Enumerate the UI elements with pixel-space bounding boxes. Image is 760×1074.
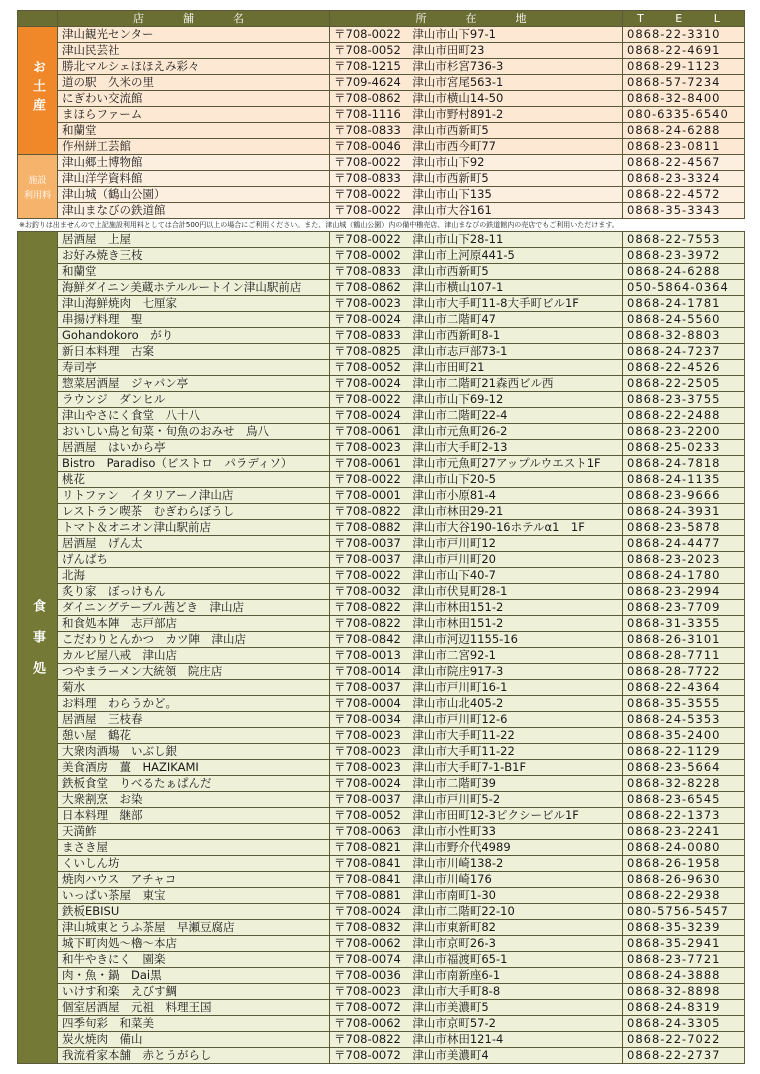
shop-name: お料理 わらうかど。 — [58, 696, 330, 712]
restaurant-table — [17, 231, 745, 1064]
table-row — [18, 776, 745, 792]
shop-address: 〒708-0002 津山市上河原441-5 — [330, 248, 623, 264]
shop-tel: 0868-25-0233 — [623, 440, 745, 456]
shop-tel: 0868-22-4526 — [623, 360, 745, 376]
shop-address: 〒708-0074 津山市福渡町65-1 — [330, 952, 623, 968]
table-row — [18, 232, 745, 248]
shop-address: 〒708-0037 津山市戸川町16-1 — [330, 680, 623, 696]
shop-tel: 0868-22-4364 — [623, 680, 745, 696]
shop-name: トマト＆オニオン津山駅前店 — [58, 520, 330, 536]
shop-address: 〒708-0052 津山市田町23 — [330, 43, 623, 59]
shop-name: 我流肴家本舗 赤とうがらし — [58, 1048, 330, 1064]
shop-name: 城下町肉処～櫓～本店 — [58, 936, 330, 952]
shop-name: Bistro Paradiso（ビストロ パラディソ） — [58, 456, 330, 472]
shop-address: 〒708-0022 津山市山下20-5 — [330, 472, 623, 488]
shop-tel: 0868-35-2941 — [623, 936, 745, 952]
table-row — [18, 824, 745, 840]
shop-name: 津山観光センター — [58, 27, 330, 43]
shop-tel: 0868-32-8400 — [623, 91, 745, 107]
shop-name: 炭火焼肉 備山 — [58, 1032, 330, 1048]
shop-name: いけす和楽 えびす鯛 — [58, 984, 330, 1000]
table-row — [18, 280, 745, 296]
table-row — [18, 408, 745, 424]
table-row — [18, 936, 745, 952]
table-row — [18, 107, 745, 123]
shop-tel: 0868-26-1958 — [623, 856, 745, 872]
shop-name: 和食処本陣 志戸部店 — [58, 616, 330, 632]
shop-address: 〒708-0062 津山市京町26-3 — [330, 936, 623, 952]
shop-address: 〒708-0046 津山市西今町77 — [330, 139, 623, 155]
shop-name: 作州絣工芸館 — [58, 139, 330, 155]
shop-tel: 0868-22-3310 — [623, 27, 745, 43]
shop-name: 道の駅 久米の里 — [58, 75, 330, 91]
shop-name: 津山郷土博物館 — [58, 155, 330, 171]
facility-section — [18, 155, 745, 219]
shop-tel: 0868-24-1780 — [623, 568, 745, 584]
shop-name: 天満鮓 — [58, 824, 330, 840]
shop-name: 新日本料理 古案 — [58, 344, 330, 360]
shop-address: 〒708-0014 津山市院庄917-3 — [330, 664, 623, 680]
table-row — [18, 664, 745, 680]
table-row — [18, 440, 745, 456]
shop-tel: 0868-23-3755 — [623, 392, 745, 408]
shop-name: 津山民芸社 — [58, 43, 330, 59]
shop-tel: 0868-23-7721 — [623, 952, 745, 968]
table-row — [18, 187, 745, 203]
shop-name: 津山まなびの鉄道館 — [58, 203, 330, 219]
shop-tel: 0868-22-2505 — [623, 376, 745, 392]
header-address: 所 在 地 — [330, 11, 623, 27]
shop-tel: 0868-23-3972 — [623, 248, 745, 264]
table-row — [18, 728, 745, 744]
shop-tel: 0868-24-1781 — [623, 296, 745, 312]
shop-tel: 0868-23-5878 — [623, 520, 745, 536]
shop-tel: 0868-24-7237 — [623, 344, 745, 360]
shop-tel: 0868-24-3305 — [623, 1016, 745, 1032]
shop-address: 〒708-0822 津山市林田151-2 — [330, 600, 623, 616]
shop-address: 〒708-0822 津山市林田121-4 — [330, 1032, 623, 1048]
shop-address: 〒708-0822 津山市林田29-21 — [330, 504, 623, 520]
shop-name: 勝北マルシェほほえみ彩々 — [58, 59, 330, 75]
shop-tel: 0868-26-3101 — [623, 632, 745, 648]
shop-name: 鉄板食堂 りべるたぁぱんだ — [58, 776, 330, 792]
shop-tel: 0868-31-3355 — [623, 616, 745, 632]
shop-name: Gohandokoro がり — [58, 328, 330, 344]
shop-tel: 0868-24-3888 — [623, 968, 745, 984]
shop-address: 〒708-0063 津山市小性町33 — [330, 824, 623, 840]
category-label-facility-line1: 施設 — [28, 175, 47, 186]
table-row — [18, 472, 745, 488]
shop-address: 〒708-0022 津山市山下40-7 — [330, 568, 623, 584]
table-row — [18, 171, 745, 187]
shop-address: 〒708-0037 津山市戸川町20 — [330, 552, 623, 568]
shop-name: 津山城（鶴山公園） — [58, 187, 330, 203]
shop-name: くいしん坊 — [58, 856, 330, 872]
table-row — [18, 43, 745, 59]
shop-address: 〒708-0833 津山市西新町5 — [330, 264, 623, 280]
shop-address: 〒708-0032 津山市伏見町28-1 — [330, 584, 623, 600]
table-row — [18, 248, 745, 264]
table-row — [18, 584, 745, 600]
shop-address: 〒708-0052 津山市田町21 — [330, 360, 623, 376]
category-cell — [18, 155, 58, 219]
shop-tel: 0868-24-1135 — [623, 472, 745, 488]
shop-address: 〒708-0821 津山市野介代4989 — [330, 840, 623, 856]
shop-tel: 0868-35-3555 — [623, 696, 745, 712]
shop-name: げんぱち — [58, 552, 330, 568]
shop-address: 〒708-0024 津山市二階町21森西ビル西 — [330, 376, 623, 392]
shop-tel: 0868-22-4567 — [623, 155, 745, 171]
table-row — [18, 312, 745, 328]
shop-name: 居酒屋 三枝春 — [58, 712, 330, 728]
shop-address: 〒708-0001 津山市小原81-4 — [330, 488, 623, 504]
table-row — [18, 856, 745, 872]
shop-address: 〒708-0833 津山市西新町5 — [330, 171, 623, 187]
shop-address: 〒708-0072 津山市美濃町4 — [330, 1048, 623, 1064]
shop-name: カルビ屋八戒 津山店 — [58, 648, 330, 664]
category-label-food: 食事処 — [30, 599, 45, 692]
shop-name: 居酒屋 はいから亭 — [58, 440, 330, 456]
shop-name: 桃花 — [58, 472, 330, 488]
table-row — [18, 712, 745, 728]
shop-tel: 0868-23-2200 — [623, 424, 745, 440]
table-row — [18, 792, 745, 808]
shop-tel: 0868-22-7022 — [623, 1032, 745, 1048]
souvenir-section — [18, 27, 745, 155]
category-cell — [18, 232, 58, 1064]
table-row — [18, 488, 745, 504]
category-cell — [18, 27, 58, 155]
shop-name: 居酒屋 げん太 — [58, 536, 330, 552]
table-row — [18, 1016, 745, 1032]
shop-tel: 0868-22-1373 — [623, 808, 745, 824]
table-row — [18, 328, 745, 344]
header-name: 店 舗 名 — [58, 11, 330, 27]
shop-name: 津山やさにく食堂 八十八 — [58, 408, 330, 424]
shop-name: 津山洋学資料館 — [58, 171, 330, 187]
shop-name: 和蘭堂 — [58, 264, 330, 280]
shop-tel: 0868-23-2023 — [623, 552, 745, 568]
table-row — [18, 1000, 745, 1016]
shop-table — [17, 10, 745, 219]
table-row — [18, 91, 745, 107]
table-row — [18, 360, 745, 376]
shop-address: 〒708-0022 津山市山下28-11 — [330, 232, 623, 248]
shop-name: 焼肉ハウス アチャコ — [58, 872, 330, 888]
shop-address: 〒708-0023 津山市大手町8-8 — [330, 984, 623, 1000]
shop-tel: 0868-32-8803 — [623, 328, 745, 344]
table-row — [18, 760, 745, 776]
shop-address: 〒708-0023 津山市大手町11-8大手町ビル1F — [330, 296, 623, 312]
table-row — [18, 392, 745, 408]
shop-address: 〒708-0833 津山市西新町8-1 — [330, 328, 623, 344]
shop-address: 〒708-0833 津山市西新町5 — [330, 123, 623, 139]
shop-address: 〒708-0013 津山市二宮92-1 — [330, 648, 623, 664]
shop-tel: 0868-35-3239 — [623, 920, 745, 936]
shop-tel: 080-6335-6540 — [623, 107, 745, 123]
shop-tel: 0868-35-3343 — [623, 203, 745, 219]
shop-name: 北海 — [58, 568, 330, 584]
shop-directory — [17, 10, 744, 1064]
shop-name: こだわりとんかつ カツ陣 津山店 — [58, 632, 330, 648]
shop-address: 〒708-0023 津山市大手町11-22 — [330, 728, 623, 744]
restaurant-section — [18, 232, 745, 1064]
shop-tel: 0868-28-7711 — [623, 648, 745, 664]
shop-name: 和蘭堂 — [58, 123, 330, 139]
table-row — [18, 648, 745, 664]
shop-name: おいしい鳥と旬菜・旬魚のおみせ 鳥八 — [58, 424, 330, 440]
shop-address: 〒708-0061 津山市元魚町27アップルウエスト1F — [330, 456, 623, 472]
shop-tel: 0868-23-7709 — [623, 600, 745, 616]
shop-address: 〒708-0862 津山市横山107-1 — [330, 280, 623, 296]
table-row — [18, 27, 745, 43]
table-row — [18, 808, 745, 824]
shop-tel: 0868-23-2994 — [623, 584, 745, 600]
shop-address: 〒708-0072 津山市美濃町5 — [330, 1000, 623, 1016]
shop-tel: 0868-26-9630 — [623, 872, 745, 888]
shop-tel: 0868-57-7234 — [623, 75, 745, 91]
shop-address: 〒708-0023 津山市大手町7-1-B1F — [330, 760, 623, 776]
shop-tel: 0868-32-8228 — [623, 776, 745, 792]
shop-name: 美食酒房 薑 HAZIKAMI — [58, 760, 330, 776]
header-row — [18, 11, 745, 27]
shop-name: レストラン喫茶 むぎわらぼうし — [58, 504, 330, 520]
shop-address: 〒708-0881 津山市南町1-30 — [330, 888, 623, 904]
table-row — [18, 344, 745, 360]
shop-address: 〒708-0004 津山市山北405-2 — [330, 696, 623, 712]
shop-name: 津山海鮮焼肉 七厘家 — [58, 296, 330, 312]
shop-address: 〒708-0061 津山市元魚町26-2 — [330, 424, 623, 440]
shop-name: 居酒屋 上屋 — [58, 232, 330, 248]
table-row — [18, 59, 745, 75]
shop-name: リトファン イタリアーノ津山店 — [58, 488, 330, 504]
table-row — [18, 504, 745, 520]
table-row — [18, 888, 745, 904]
table-row — [18, 75, 745, 91]
shop-address: 〒708-0841 津山市川崎176 — [330, 872, 623, 888]
table-row — [18, 203, 745, 219]
shop-address: 〒708-0024 津山市二階町22-4 — [330, 408, 623, 424]
shop-address: 〒708-0037 津山市戸川町5-2 — [330, 792, 623, 808]
shop-name: 惣菜居酒屋 ジャパン亭 — [58, 376, 330, 392]
shop-address: 〒708-0022 津山市山下97-1 — [330, 27, 623, 43]
shop-tel: 0868-23-6545 — [623, 792, 745, 808]
table-row — [18, 1032, 745, 1048]
shop-name: 鉄板EBISU — [58, 904, 330, 920]
shop-address: 〒708-0022 津山市大谷161 — [330, 203, 623, 219]
shop-address: 〒708-0022 津山市山下69-12 — [330, 392, 623, 408]
shop-tel: 0868-22-2737 — [623, 1048, 745, 1064]
shop-tel: 0868-24-4477 — [623, 536, 745, 552]
table-row — [18, 296, 745, 312]
category-label-facility-line2: 利用料 — [23, 190, 51, 201]
table-row — [18, 984, 745, 1000]
shop-address: 〒708-0862 津山市横山14-50 — [330, 91, 623, 107]
shop-address: 〒708-0052 津山市田町12-3ピクシービル1F — [330, 808, 623, 824]
shop-tel: 0868-24-5353 — [623, 712, 745, 728]
shop-address: 〒708-0034 津山市戸川町12-6 — [330, 712, 623, 728]
shop-address: 〒709-4624 津山市宮尾563-1 — [330, 75, 623, 91]
shop-address: 〒708-0841 津山市川崎138-2 — [330, 856, 623, 872]
shop-tel: 0868-24-8319 — [623, 1000, 745, 1016]
shop-tel: 0868-23-5664 — [623, 760, 745, 776]
table-row — [18, 616, 745, 632]
table-row — [18, 968, 745, 984]
shop-tel: 0868-23-0811 — [623, 139, 745, 155]
shop-name: 海鮮ダイニン美蔵ホテルルートイン津山駅前店 — [58, 280, 330, 296]
category-label-souvenir: お土産 — [30, 60, 45, 117]
shop-tel: 0868-23-9666 — [623, 488, 745, 504]
shop-address: 〒708-0024 津山市二階町22-10 — [330, 904, 623, 920]
shop-tel: 0868-22-2488 — [623, 408, 745, 424]
shop-address: 〒708-1116 津山市野村891-2 — [330, 107, 623, 123]
shop-tel: 0868-24-7818 — [623, 456, 745, 472]
shop-name: 大衆割烹 お染 — [58, 792, 330, 808]
shop-tel: 0868-22-7553 — [623, 232, 745, 248]
shop-tel: 0868-32-8898 — [623, 984, 745, 1000]
table-row — [18, 872, 745, 888]
table-row — [18, 155, 745, 171]
table-row — [18, 1048, 745, 1064]
header-category-cell — [18, 11, 58, 27]
header-tel: T E L — [623, 11, 745, 27]
shop-name: お好み焼き三枝 — [58, 248, 330, 264]
shop-address: 〒708-0022 津山市山下135 — [330, 187, 623, 203]
shop-name: ラウンジ ダンヒル — [58, 392, 330, 408]
shop-name: 炙り家 ぼっけもん — [58, 584, 330, 600]
shop-tel: 0868-22-4572 — [623, 187, 745, 203]
table-row — [18, 744, 745, 760]
shop-tel: 0868-35-2400 — [623, 728, 745, 744]
table-row — [18, 264, 745, 280]
table-row — [18, 568, 745, 584]
shop-name: 和牛やきにく 園楽 — [58, 952, 330, 968]
shop-name: 菊水 — [58, 680, 330, 696]
shop-name: 寿司亭 — [58, 360, 330, 376]
table-row — [18, 840, 745, 856]
shop-tel: 0868-22-2938 — [623, 888, 745, 904]
table-row — [18, 904, 745, 920]
shop-name: 日本料理 継部 — [58, 808, 330, 824]
table-row — [18, 696, 745, 712]
shop-name: 串揚げ料理 聖 — [58, 312, 330, 328]
shop-address: 〒708-0825 津山市志戸部73-1 — [330, 344, 623, 360]
shop-tel: 0868-22-1129 — [623, 744, 745, 760]
shop-tel: 0868-24-6288 — [623, 264, 745, 280]
shop-address: 〒708-0023 津山市大手町11-22 — [330, 744, 623, 760]
shop-address: 〒708-0832 津山市東新町82 — [330, 920, 623, 936]
shop-address: 〒708-0822 津山市林田151-2 — [330, 616, 623, 632]
shop-address: 〒708-0882 津山市大谷190-16ホテルα1 1F — [330, 520, 623, 536]
table-row — [18, 680, 745, 696]
shop-tel: 0868-23-3324 — [623, 171, 745, 187]
table-row — [18, 600, 745, 616]
shop-name: いっぱい茶屋 東宝 — [58, 888, 330, 904]
usage-note: ※お釣りは出ませんので上記施設利用料としては合計500円以上の場合にご利用ください。また、津山城（鶴山公園）内の備中櫓売店、津山まなびの鉄道館内の売店でもご利用いただけます。 — [19, 221, 619, 229]
table-row — [18, 424, 745, 440]
table-row — [18, 632, 745, 648]
shop-tel: 0868-28-7722 — [623, 664, 745, 680]
table-row — [18, 536, 745, 552]
shop-name: 個室居酒屋 元祖 料理王国 — [58, 1000, 330, 1016]
shop-name: まほらファーム — [58, 107, 330, 123]
shop-address: 〒708-0062 津山市京町57-2 — [330, 1016, 623, 1032]
shop-tel: 080-5756-5457 — [623, 904, 745, 920]
shop-address: 〒708-0842 津山市河辺1155-16 — [330, 632, 623, 648]
table-row — [18, 520, 745, 536]
table-row — [18, 952, 745, 968]
shop-address: 〒708-0022 津山市山下92 — [330, 155, 623, 171]
shop-name: 四季旬彩 和菜美 — [58, 1016, 330, 1032]
shop-tel: 0868-24-0080 — [623, 840, 745, 856]
shop-address: 〒708-0036 津山市南新座6-1 — [330, 968, 623, 984]
shop-tel: 0868-24-6288 — [623, 123, 745, 139]
shop-name: まさき屋 — [58, 840, 330, 856]
table-row — [18, 456, 745, 472]
shop-address: 〒708-0024 津山市二階町39 — [330, 776, 623, 792]
shop-name: にぎわい交流館 — [58, 91, 330, 107]
shop-name: 肉・魚・鍋 Dai黒 — [58, 968, 330, 984]
shop-address: 〒708-0023 津山市大手町2-13 — [330, 440, 623, 456]
shop-address: 〒708-1215 津山市杉宮736-3 — [330, 59, 623, 75]
table-row — [18, 920, 745, 936]
table-row — [18, 376, 745, 392]
shop-tel: 0868-29-1123 — [623, 59, 745, 75]
shop-tel: 0868-22-4691 — [623, 43, 745, 59]
table-row — [18, 139, 745, 155]
shop-tel: 050-5864-0364 — [623, 280, 745, 296]
shop-address: 〒708-0037 津山市戸川町12 — [330, 536, 623, 552]
shop-name: つやまラーメン大統領 院庄店 — [58, 664, 330, 680]
shop-tel: 0868-23-2241 — [623, 824, 745, 840]
shop-tel: 0868-24-5560 — [623, 312, 745, 328]
shop-tel: 0868-24-3931 — [623, 504, 745, 520]
shop-name: 津山城東とうふ茶屋 早瀬豆腐店 — [58, 920, 330, 936]
shop-name: 憩い屋 鶴花 — [58, 728, 330, 744]
shop-address: 〒708-0024 津山市二階町47 — [330, 312, 623, 328]
table-row — [18, 552, 745, 568]
table-row — [18, 123, 745, 139]
shop-name: ダイニングテーブル茜どき 津山店 — [58, 600, 330, 616]
shop-name: 大衆肉酒場 いぶし銀 — [58, 744, 330, 760]
